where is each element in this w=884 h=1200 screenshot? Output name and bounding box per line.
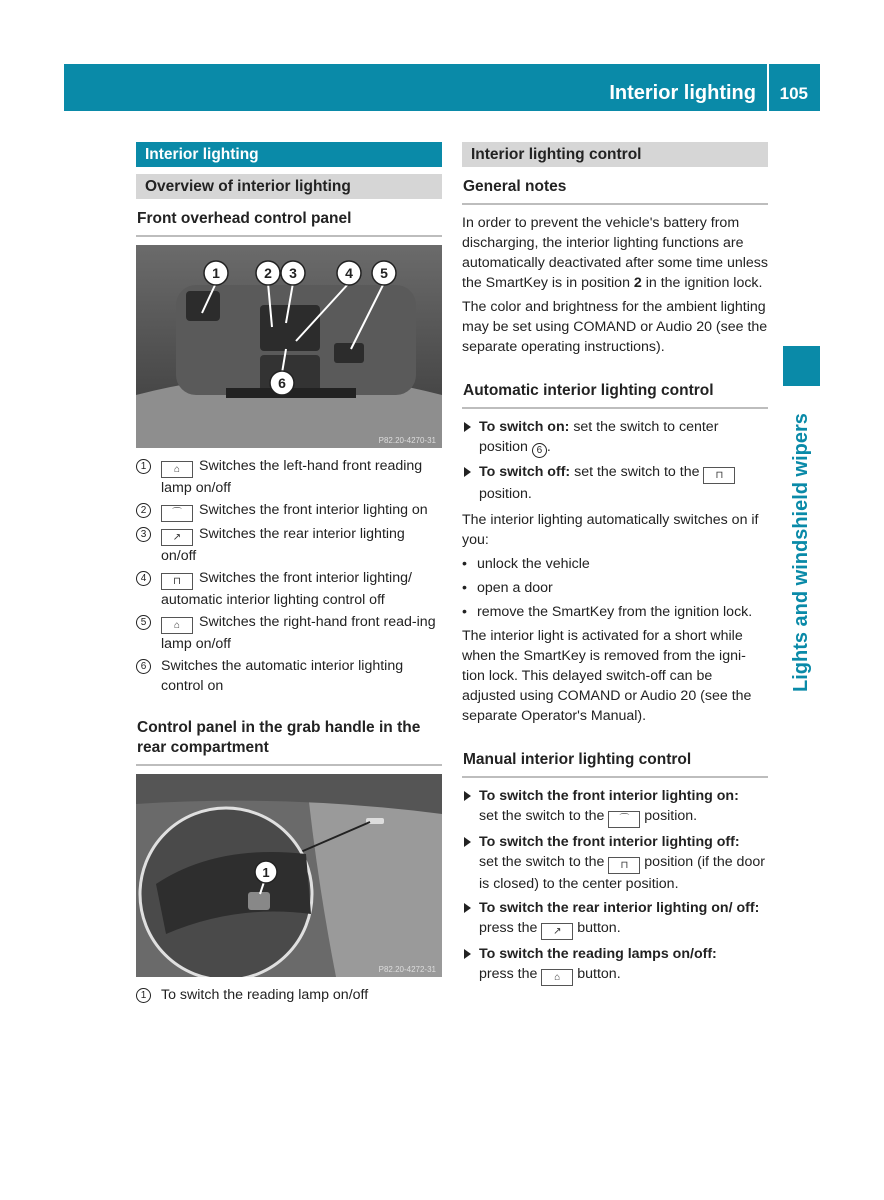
instruction-item: To switch off: set the switch to the ⊓ position. — [462, 462, 768, 504]
auto-intro: The interior lighting automatically switches on if you: — [462, 512, 759, 548]
instruction-item: To switch on: set the switch to center position 6 . — [462, 417, 768, 458]
light-off-icon: ⊓ — [703, 467, 735, 484]
right-column — [462, 142, 768, 990]
page-number: 105 — [779, 84, 808, 103]
instruction-item: To switch the front interior lighting off: set the switch to the ⊓ position (if the door is closed) to the center position. — [462, 832, 768, 894]
manual-control-heading: Manual interior lighting control — [462, 746, 768, 778]
photo1-code: P82.20-4270-31 — [378, 436, 436, 445]
legend-num: 5 — [136, 615, 151, 630]
general-paragraph-2: The color and brightness for the ambient lighting may be set using COMAND or Audio 20 (see the separate operating instructions). — [462, 299, 768, 355]
callout-3-label: 3 — [289, 265, 297, 281]
page-header — [64, 64, 820, 111]
triangle-bullet-icon — [464, 422, 471, 432]
reading-lamp-icon: ⌂ — [541, 969, 573, 986]
grab-handle-legend — [136, 985, 442, 1005]
list-item: • open a door — [462, 580, 553, 596]
header-title: Interior lighting — [609, 82, 756, 104]
triangle-bullet-icon — [464, 791, 471, 801]
left-column — [136, 142, 442, 1007]
reading-lamp-icon: ⌂ — [161, 617, 193, 634]
front-panel-legend — [136, 456, 442, 696]
legend-num: 6 — [136, 659, 151, 674]
callout-1-label: 1 — [262, 865, 270, 880]
legend-num: 4 — [136, 571, 151, 586]
triangle-bullet-icon — [464, 467, 471, 477]
front-light-icon: ⌒ — [608, 811, 640, 828]
auto-paragraph-2: The interior light is activated for a short while when the SmartKey is removed from the igni-tion lock. This delayed switch-off can be adjusted using COMAND or Audio 20 (see the separate Operator's Manual). — [462, 628, 752, 724]
legend-item: 6 Switches the automatic interior lighting control on — [136, 656, 442, 696]
legend-item: 1 To switch the reading lamp on/off — [136, 985, 442, 1005]
subsection-title: Overview of interior lighting — [136, 174, 442, 199]
front-light-icon: ⌒ — [161, 505, 193, 522]
instruction-item: To switch the reading lamps on/off: press the ⌂ button. — [462, 944, 768, 986]
grab-handle-photo — [136, 774, 442, 977]
triangle-bullet-icon — [464, 903, 471, 913]
header-separator — [767, 64, 769, 111]
legend-num: 3 — [136, 527, 151, 542]
rear-light-icon: ↗ — [161, 529, 193, 546]
section-title: Interior lighting — [136, 142, 442, 167]
legend-item: 4 ⊓ Switches the front interior lighting/ automatic interior lighting control off — [136, 568, 442, 610]
instruction-item: To switch the rear interior lighting on/ off: press the ↗ button. — [462, 898, 768, 940]
callout-1-label: 1 — [212, 265, 220, 281]
legend-item: 5 ⌂ Switches the right-hand front read-ing lamp on/off — [136, 612, 442, 654]
general-paragraph-1: In order to prevent the vehicle's battery from discharging, the interior lighting functions are automatically deactivated after some time unless the SmartKey is in position 2 in the ignition lock. — [462, 215, 768, 291]
light-off-icon: ⊓ — [608, 857, 640, 874]
legend-num: 1 — [136, 459, 151, 474]
legend-num: 2 — [136, 503, 151, 518]
photo2-code: P82.20-4272-31 — [378, 965, 436, 974]
auto-control-heading: Automatic interior lighting control — [462, 377, 768, 409]
front-panel-heading: Front overhead control panel — [136, 205, 442, 237]
legend-item: 1 ⌂ Switches the left-hand front reading lamp on/off — [136, 456, 442, 498]
rear-light-icon: ↗ — [541, 923, 573, 940]
list-item: • unlock the vehicle — [462, 556, 590, 572]
legend-num: 1 — [136, 988, 151, 1003]
callout-2-label: 2 — [264, 265, 272, 281]
section-title-right: Interior lighting control — [462, 142, 768, 167]
triangle-bullet-icon — [464, 837, 471, 847]
legend-item: 2 ⌒ Switches the front interior lighting on — [136, 500, 442, 522]
instruction-item: To switch the front interior lighting on: set the switch to the ⌒ position. — [462, 786, 768, 828]
callout-5-label: 5 — [380, 265, 388, 281]
list-item: • remove the SmartKey from the ignition lock. — [462, 604, 753, 620]
triangle-bullet-icon — [464, 949, 471, 959]
grab-handle-heading: Control panel in the grab handle in the rear compartment — [136, 714, 442, 766]
legend-item: 3 ↗ Switches the rear interior lighting on/off — [136, 524, 442, 566]
front-panel-photo — [136, 245, 442, 448]
reading-lamp-icon: ⌂ — [161, 461, 193, 478]
side-tab-label: Lights and windshield wipers — [790, 413, 812, 692]
callout-6-label: 6 — [278, 375, 286, 391]
callout-4-label: 4 — [345, 265, 353, 281]
general-notes-heading: General notes — [462, 173, 768, 205]
light-off-icon: ⊓ — [161, 573, 193, 590]
